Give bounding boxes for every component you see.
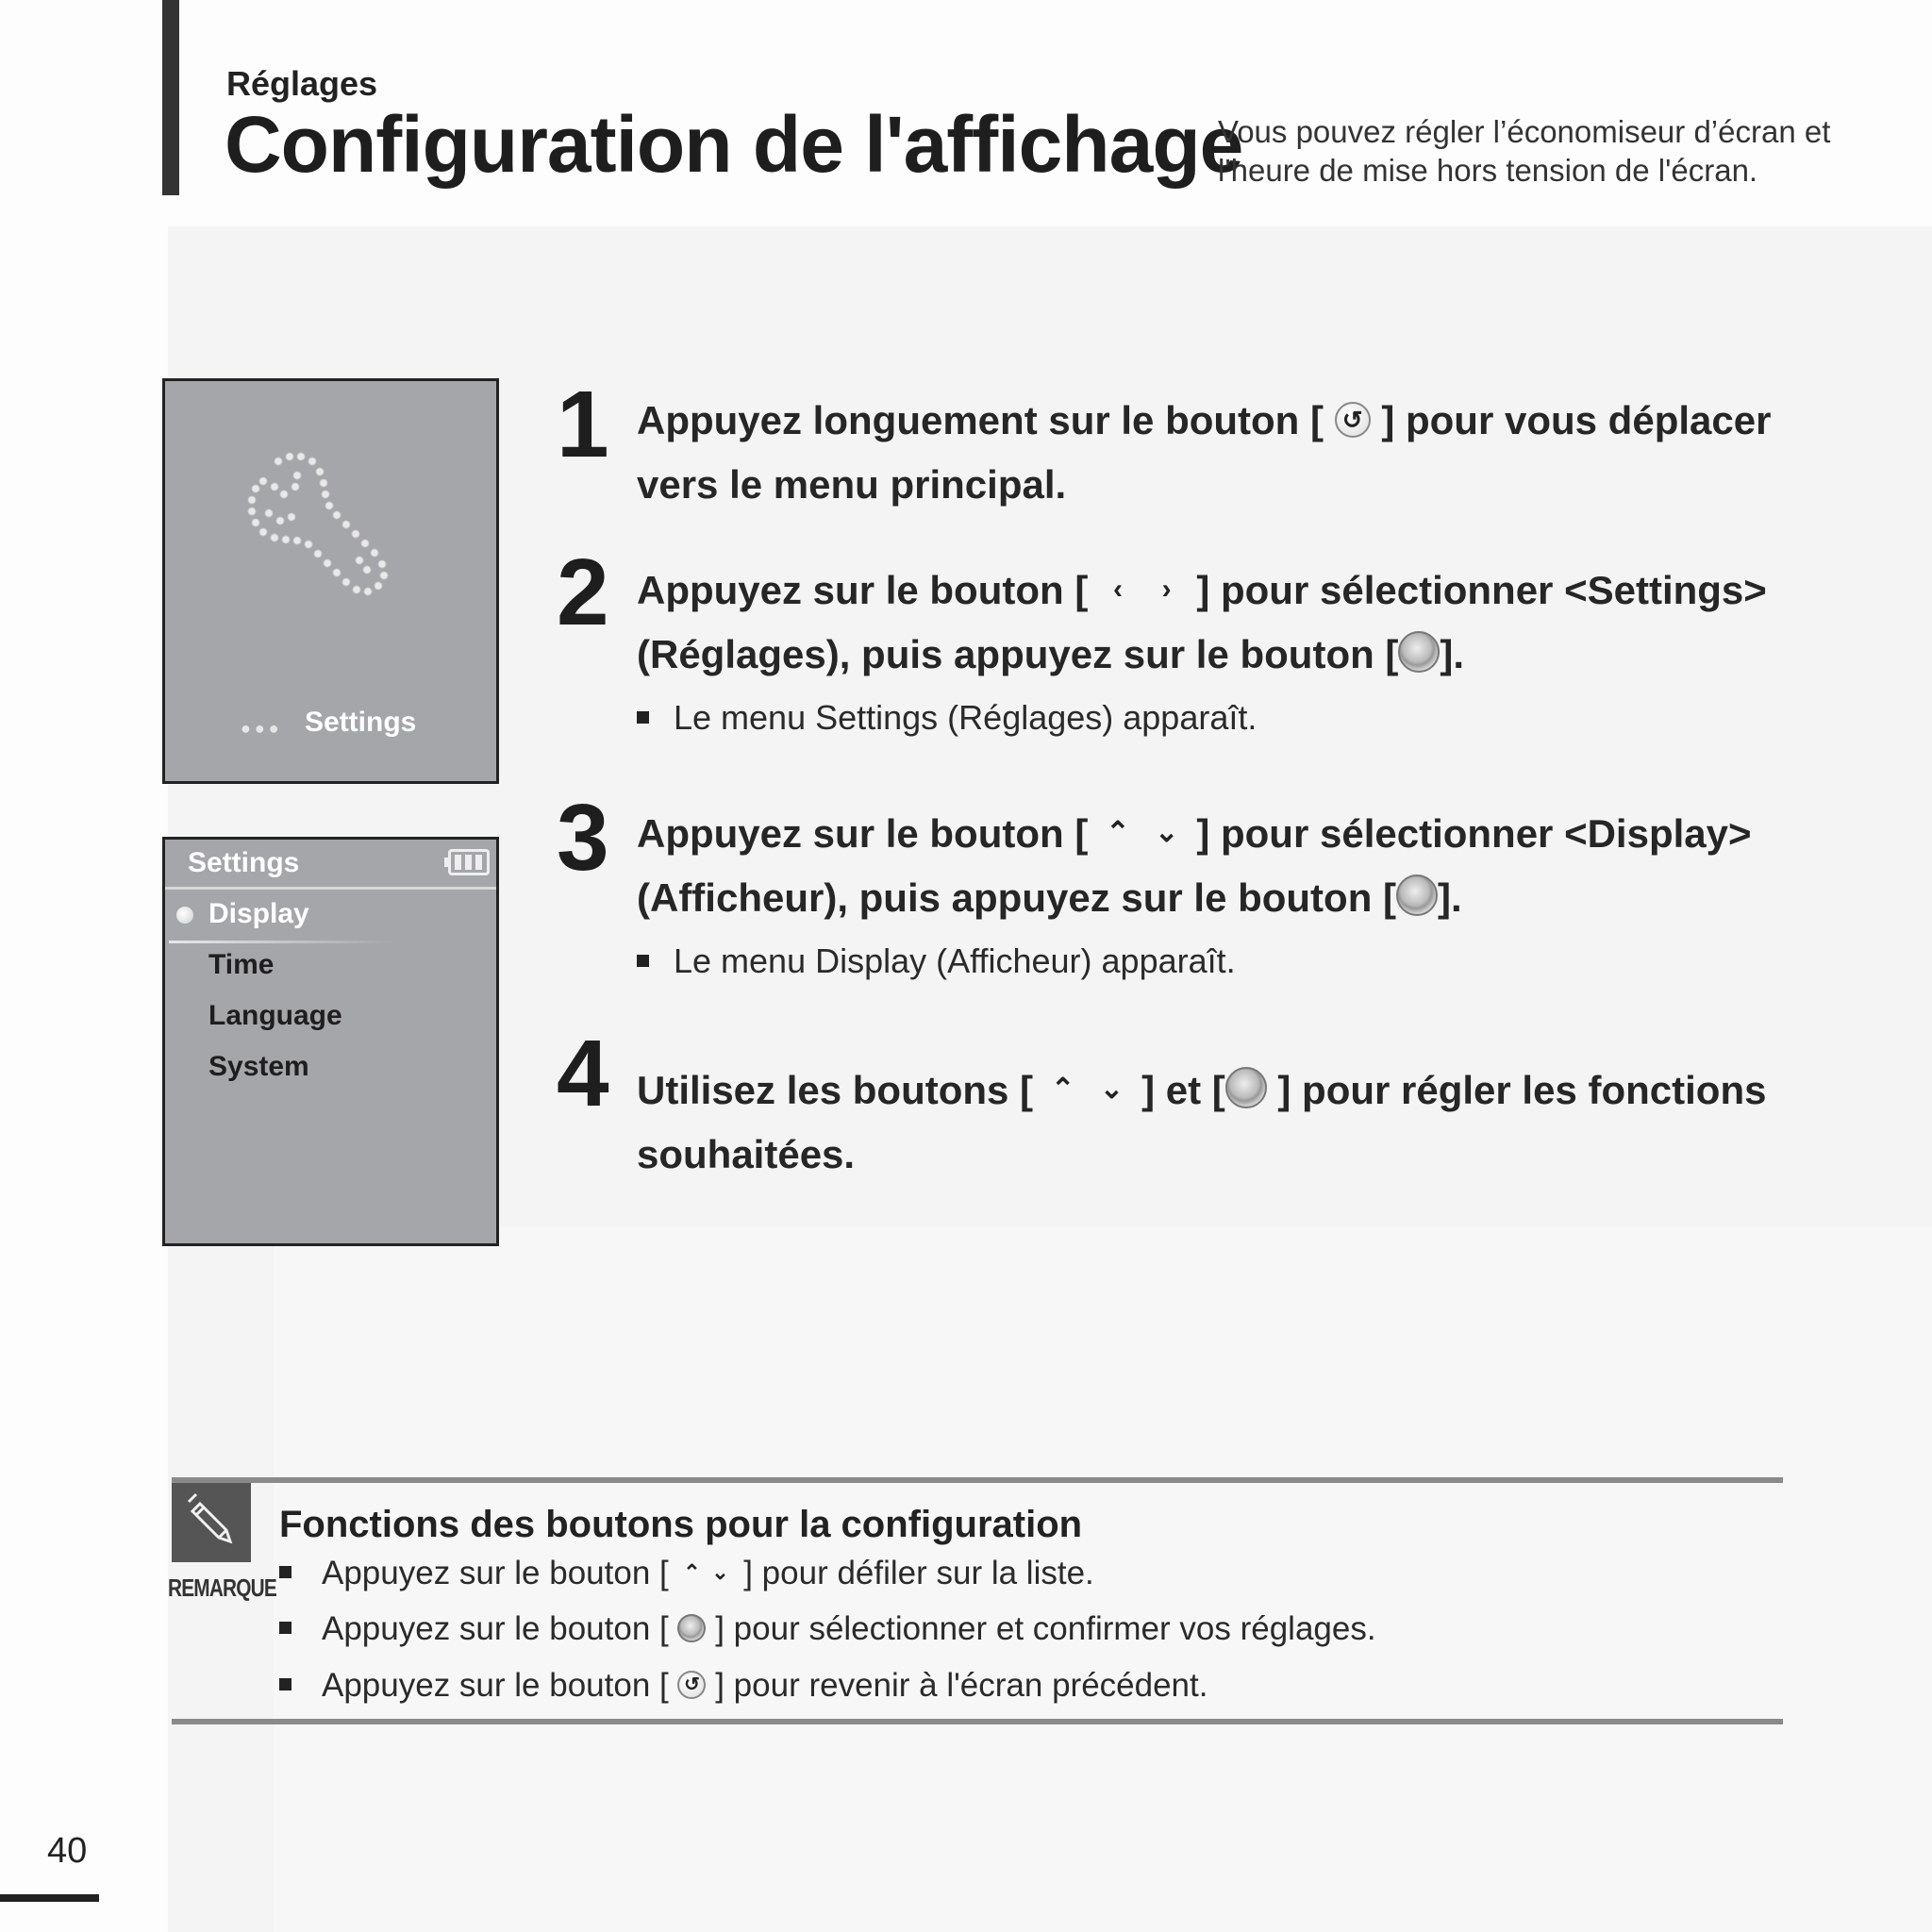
caption-dots: ●●● [241,719,283,738]
battery-icon [448,849,490,875]
note-item [279,1555,1094,1592]
menu-item-time[interactable]: Time [208,949,275,980]
menu-item-language[interactable]: Language [208,1000,342,1031]
note-item-text-b: ] pour sélectionner et confirmer vos réglages. [715,1610,1376,1647]
step-number: 3 [557,785,609,891]
pencil-icon [172,1483,251,1562]
battery-bar [465,855,472,870]
step-3-text-a: Appuyez sur le bouton [ [637,811,1089,856]
step-2-note [637,698,1257,738]
page-title: Configuration de l'affichage [225,100,1243,189]
step-number: 4 [557,1021,609,1126]
pencil-glyph [172,1483,251,1562]
menu-item-system[interactable]: System [208,1051,309,1082]
step-2-text-b: ] pour sélectionner <Settings> [1196,568,1767,612]
ok-button-icon [1396,874,1438,916]
ok-button-icon [677,1614,706,1642]
bullet-square [279,1622,291,1634]
step-4-text [637,1058,1825,1187]
step-3-note [637,941,1236,981]
note-item-text-b: ] pour revenir à l'écran précédent. [715,1667,1208,1704]
step-3-text [637,802,1825,930]
screen-title: Settings [188,847,300,878]
step-4-text-a: Utilisez les boutons [ [637,1068,1034,1112]
page-description: Vous pouvez régler l’économiseur d’écran et l'heure de mise hors tension de l'écran. [1218,114,1831,188]
note-title: Fonctions des boutons pour la configuration [279,1504,1083,1545]
ok-button-icon [1398,631,1440,673]
menu-item-display[interactable]: Display [208,898,309,929]
screen-caption: Settings [305,707,417,738]
section-label: Réglages [226,64,378,103]
up-arrow-icon: ⌃ [1051,1073,1075,1105]
ok-button-icon [1225,1067,1267,1108]
battery-bar [475,855,482,870]
step-2-note-text: Le menu Settings (Réglages) apparaît. [674,698,1257,737]
step-3-text-b: ] pour sélectionner <Display> [1196,811,1752,856]
bullet-square [279,1678,291,1690]
right-arrow-icon: › [1161,573,1172,605]
up-arrow-icon: ⌃ [683,1559,701,1584]
device-screen-main-menu [162,378,499,784]
note-item-text-b: ] pour défiler sur la liste. [743,1555,1094,1591]
screen-header [165,840,496,890]
note-item-text-a: Appuyez sur le bouton [ [322,1555,669,1591]
page-number-rule [0,1894,99,1902]
selection-highlight [169,941,395,943]
step-1-text-b: ] pour vous déplacer [1381,398,1772,442]
step-4-text-b: ] et [ [1141,1068,1225,1112]
step-4-text-d: souhaitées. [637,1132,856,1176]
down-arrow-icon: ⌄ [711,1559,729,1584]
bullet-square [637,711,649,724]
step-2-text-d: ]. [1440,632,1465,676]
note-item [279,1610,1376,1648]
note-item [279,1667,1208,1705]
note-item-text-a: Appuyez sur le bouton [ [322,1667,669,1704]
wrench-icon [222,438,429,645]
step-1-text-c: vers le menu principal. [637,462,1067,507]
left-arrow-icon: ‹ [1113,573,1123,605]
back-button-icon [1335,402,1371,438]
step-3-text-c: (Afficheur), puis appuyez sur le bouton [ [637,875,1397,920]
step-4-text-c: ] pour régler les fonctions [1277,1068,1767,1112]
down-arrow-icon: ⌄ [1155,816,1179,848]
step-1-text-a: Appuyez longuement sur le bouton [ [637,398,1324,442]
step-2-text-a: Appuyez sur le bouton [ [637,568,1089,612]
bullet-square [637,955,649,967]
down-arrow-icon: ⌄ [1099,1073,1124,1105]
step-3-note-text: Le menu Display (Afficheur) apparaît. [674,941,1236,980]
step-2-text-c: (Réglages), puis appuyez sur le bouton [ [637,632,1399,676]
header-accent-bar [162,0,179,195]
back-button-icon [677,1671,706,1699]
note-divider-bottom [172,1719,1783,1724]
device-screen-settings-menu [162,837,499,1246]
note-item-text-a: Appuyez sur le bouton [ [322,1610,669,1647]
step-number: 1 [557,372,609,477]
bullet-square [279,1566,291,1578]
up-arrow-icon: ⌃ [1106,816,1130,848]
selected-bullet-icon [176,907,193,924]
note-label: REMARQUE [168,1574,276,1602]
step-2-text [637,558,1825,687]
page-number: 40 [47,1831,88,1871]
note-divider-top [172,1477,1783,1483]
step-1-text [637,389,1825,517]
step-number: 2 [557,540,609,645]
step-3-text-d: ]. [1438,875,1462,920]
battery-bar [455,855,461,870]
battery-tip [444,858,448,867]
